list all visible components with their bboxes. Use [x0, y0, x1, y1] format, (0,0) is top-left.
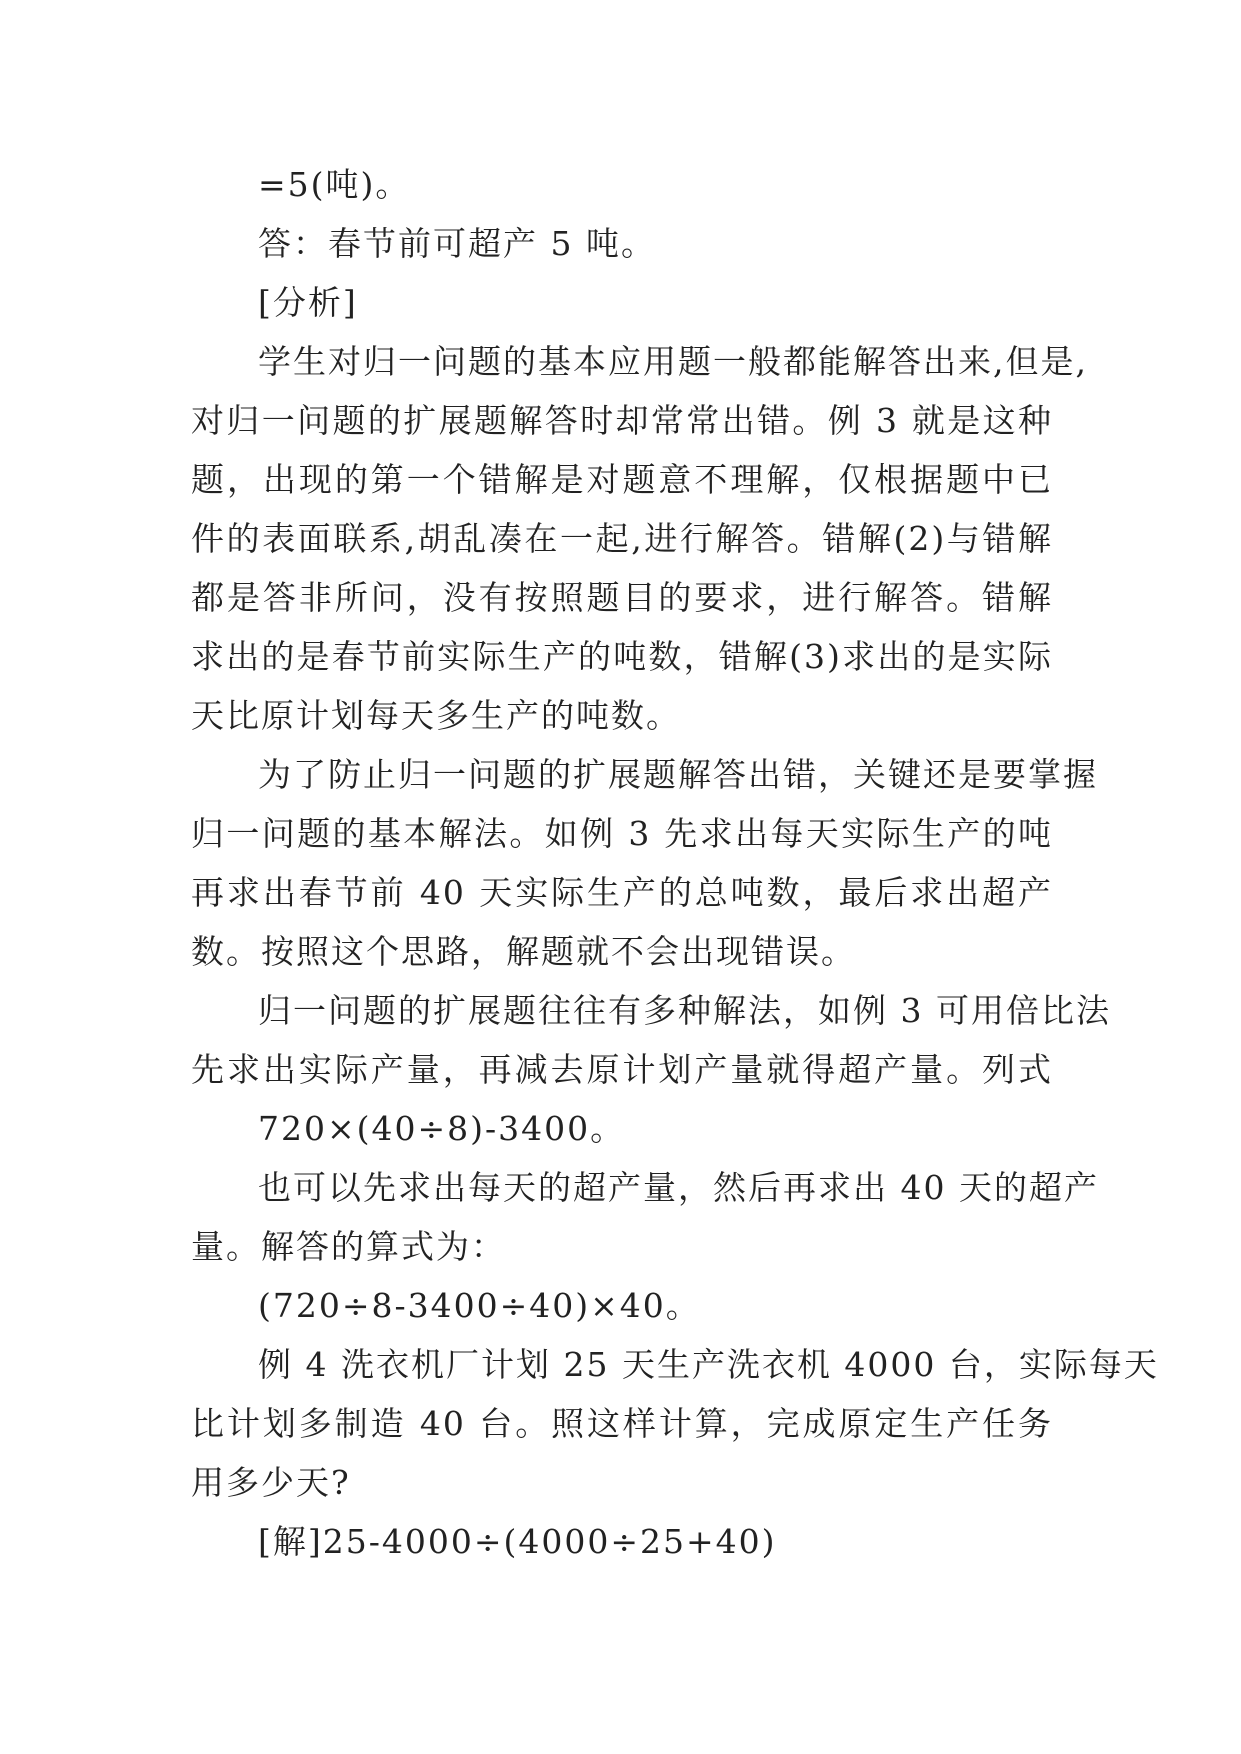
paragraph-line: 归一问题的扩展题往往有多种解法，如例 3 可用倍比法: [258, 991, 1111, 1030]
paragraph-line: 天比原计划每天多生产的吨数。: [191, 696, 681, 735]
paragraph-line: 件的表面联系,胡乱凑在一起,进行解答。错解(2)与错解: [191, 519, 1053, 558]
paragraph-line: 再求出春节前 40 天实际生产的总吨数，最后求出超产: [191, 873, 1053, 912]
paragraph-line: 先求出实际产量，再减去原计划产量就得超产量。列式: [191, 1050, 1053, 1089]
section-heading: [分析]: [258, 283, 358, 322]
paragraph-line: 题，出现的第一个错解是对题意不理解，仅根据题中已: [191, 460, 1053, 499]
example-line: 比计划多制造 40 台。照这样计算，完成原定生产任务: [191, 1404, 1053, 1443]
paragraph-line: 也可以先求出每天的超产量，然后再求出 40 天的超产: [258, 1168, 1099, 1207]
formula-line: 720×(40÷8)-3400。: [258, 1109, 626, 1148]
paragraph-line: 求出的是春节前实际生产的吨数，错解(3)求出的是实际: [191, 637, 1053, 676]
paragraph-line: 数。按照这个思路，解题就不会出现错误。: [191, 932, 856, 971]
formula-line: (720÷8-3400÷40)×40。: [258, 1286, 701, 1325]
paragraph-line: 对归一问题的扩展题解答时却常常出错。例 3 就是这种: [191, 401, 1053, 440]
example-line: 用多少天?: [191, 1463, 351, 1502]
paragraph-line: 归一问题的基本解法。如例 3 先求出每天实际生产的吨: [191, 814, 1053, 853]
answer-line: 答：春节前可超产 5 吨。: [258, 224, 656, 263]
paragraph-line: 为了防止归一问题的扩展题解答出错，关键还是要掌握: [258, 755, 1098, 794]
paragraph-line: 都是答非所问，没有按照题目的要求，进行解答。错解: [191, 578, 1053, 617]
paragraph-line: 量。解答的算式为：: [191, 1227, 506, 1266]
paragraph-line: 学生对归一问题的基本应用题一般都能解答出来,但是,: [258, 342, 1088, 381]
text-line: =5(吨)。: [258, 165, 411, 204]
example-line: 例 4 洗衣机厂计划 25 天生产洗衣机 4000 台，实际每天: [258, 1345, 1159, 1384]
solution-line: [解]25-4000÷(4000÷25+40): [258, 1522, 777, 1561]
